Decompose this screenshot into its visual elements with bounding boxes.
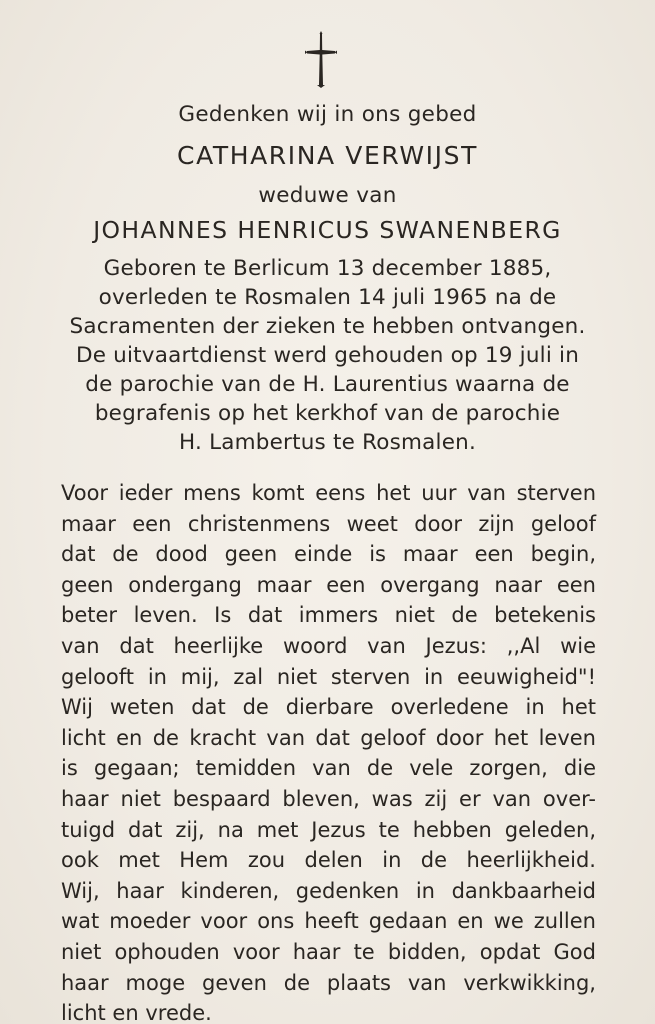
deceased-name: CATHARINA VERWIJST: [177, 141, 478, 170]
meditation-line: Voor ieder mens komt eens het uur van sterven: [61, 481, 596, 505]
latin-cross-icon: [303, 30, 339, 88]
meditation-line: haar niet bespaard bleven, was zij er van over-: [61, 786, 596, 811]
widow-of-text: weduwe van: [258, 183, 397, 208]
meditation-line: beter leven. Is dat immers niet de betekenis: [61, 603, 596, 628]
husband-name: JOHANNES HENRICUS SWANENBERG: [93, 216, 562, 244]
meditation-line: haar moge geven de plaats van verkwikking,: [61, 970, 596, 995]
bio-line: begrafenis op het kerkhof van de parochie: [94, 401, 561, 426]
bio-line: de parochie van de H. Laurentius waarna de: [85, 372, 570, 397]
meditation-line: geen ondergang maar een overgang naar een: [61, 572, 596, 597]
meditation-line: dat de dood geen einde is maar een begin,: [61, 542, 596, 567]
meditation-line: gelooft in mij, zal niet sterven in eeuwigheid"!: [61, 664, 596, 689]
bio-line: overleden te Rosmalen 14 juli 1965 na de: [98, 285, 557, 310]
bio-line: H. Lambertus te Rosmalen.: [179, 430, 476, 455]
meditation-line: wat moeder voor ons heeft gedaan en we zullen: [61, 909, 596, 934]
meditation-line: niet ophouden voor haar te bidden, opdat God: [61, 939, 596, 964]
intro-text: Gedenken wij in ons gebed: [178, 102, 477, 127]
bio-line: Geboren te Berlicum 13 december 1885,: [103, 256, 552, 281]
meditation-line: maar een christenmens weet door zijn geloof: [61, 511, 596, 536]
meditation-text: [61, 478, 596, 1024]
meditation-line: licht en vrede.: [61, 1001, 212, 1024]
meditation-line: van dat heerlijke woord van Jezus: ,,Al wie: [61, 633, 596, 658]
meditation-line: is gegaan; temidden van de vele zorgen, die: [61, 756, 596, 781]
bio-line: Sacramenten der zieken te hebben ontvangen.: [69, 314, 586, 339]
meditation-line: tuigd dat zij, na met Jezus te hebben geleden,: [61, 817, 596, 842]
meditation-line: licht en de kracht van dat geloof door het leven: [61, 725, 596, 750]
bio-line: De uitvaartdienst werd gehouden op 19 juli in: [75, 343, 580, 368]
meditation-line: ook met Hem zou delen in de heerlijkheid.: [61, 848, 596, 873]
meditation-line: Wij weten dat de dierbare overledene in het: [61, 695, 596, 720]
meditation-line: Wij, haar kinderen, gedenken in dankbaarheid: [61, 878, 596, 903]
